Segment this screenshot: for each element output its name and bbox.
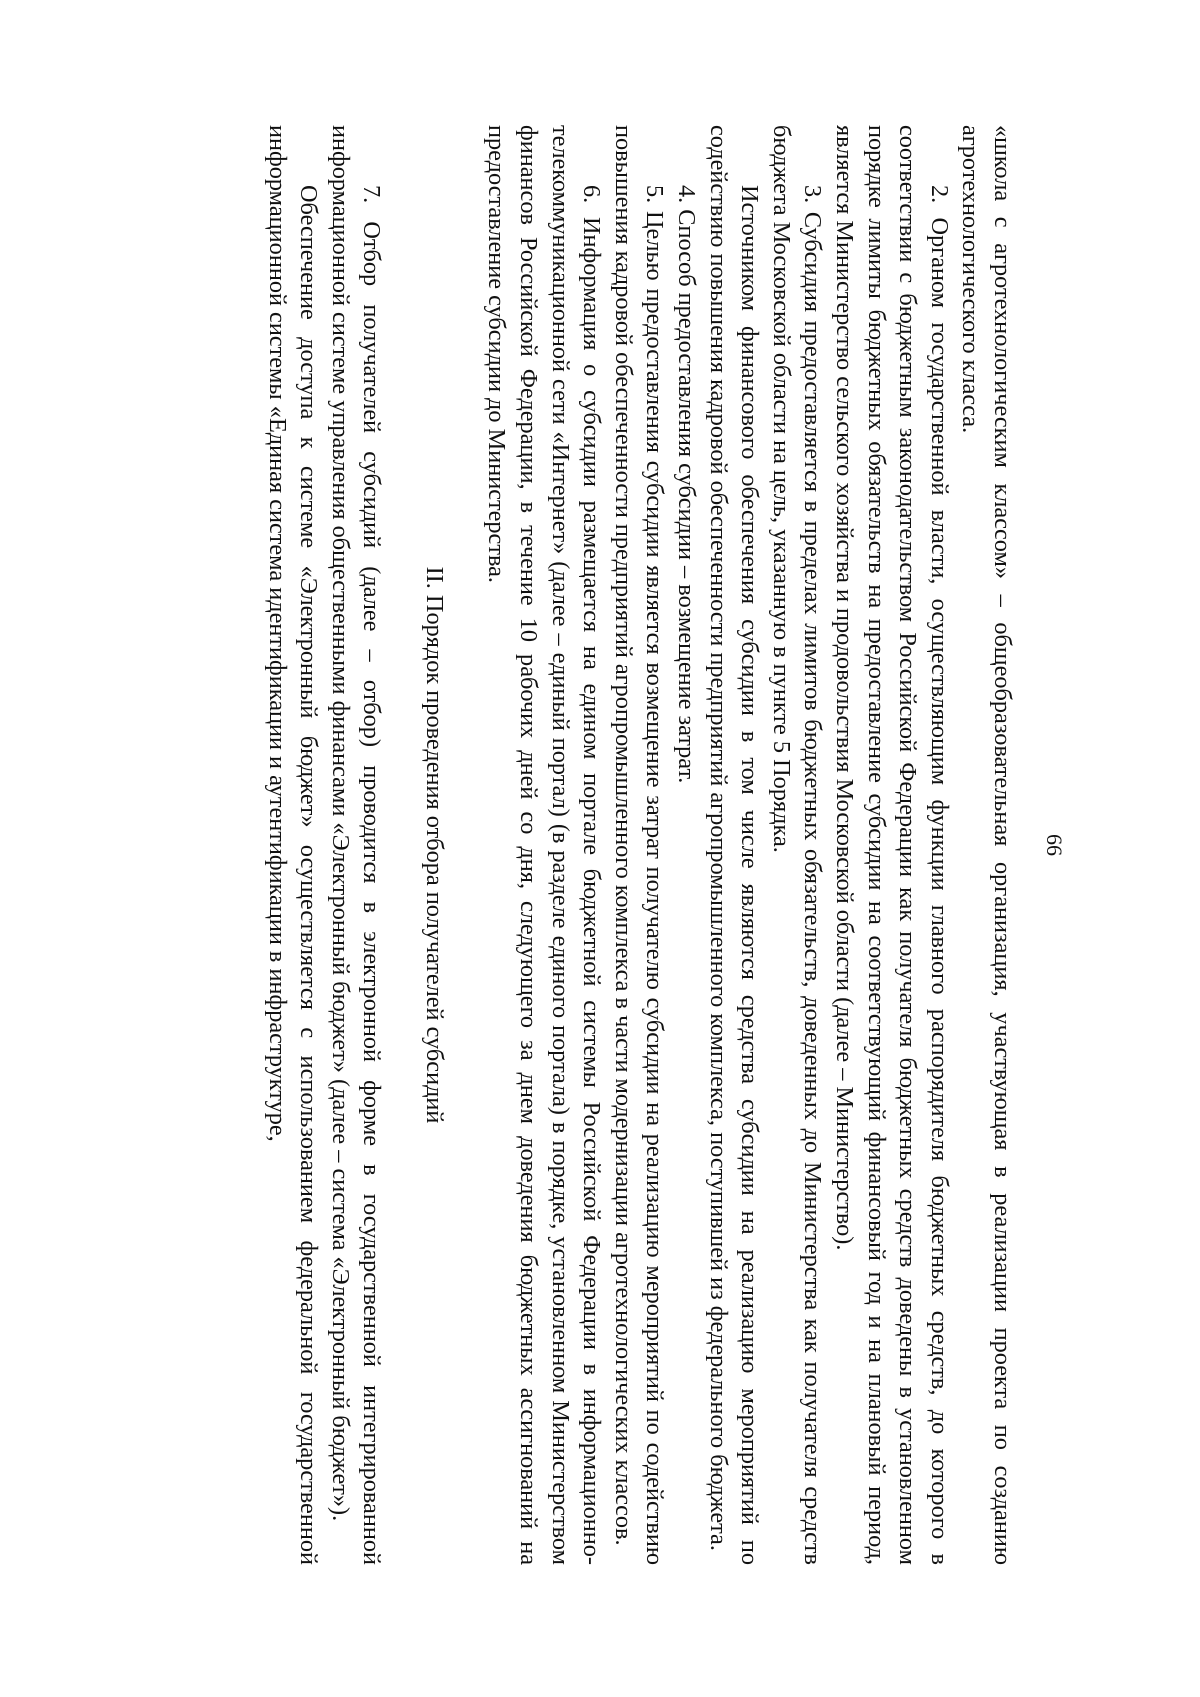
paragraph-6: 6. Информация о субсидии размещается на едином портале бюджетной системы Российской Федерации в информационно-телекоммуникационной сети «Интернет» (далее – единый портал) (в разделе единого портала) в порядке, установленном Министерством финансов Российской Федерации, в течение 10 рабочих дней со дня, следующего за днем доведения бюджетных ассигнований на предоставление субсидии до Министерства.	[483, 125, 606, 1565]
rotated-content	[140, 125, 1070, 1565]
paragraph-2: 2. Органом государственной власти, осуществляющим функции главного распорядителя бюджетных средств, до которого в соответствии с бюджетным законодательством Российской Федерации как получателя бюджетных средств доведены в установленном порядке лимиты бюджетных обязательств на предоставление субсидии на соответствующий финансовый год и на плановый период, является Министерство сельского хозяйства и продовольствия Московской области (далее – Министерство).	[831, 125, 953, 1565]
paragraph-funding-source: Источником финансового обеспечения субсидии в том числе являются средства субсидии на реализацию мероприятий по содействию повышения кадровой обеспеченности предприятий агропромышленного комплекса, поступившей из федерального бюджета.	[704, 125, 764, 1565]
document-body	[261, 125, 1018, 1565]
paragraph-definition: «школа с агротехнологическим классом» – общеобразовательная организация, участвующая в реализации проекта по созданию агротехнологического класса.	[957, 125, 1016, 1565]
paragraph-7: 7. Отбор получателей субсидий (далее – отбор) проводится в электронной форме в государственной интегрированной информационной системе управления общественными финансами «Электронный бюджет» (далее – система «Электронный бюджет»).	[326, 125, 386, 1565]
paragraph-access: Обеспечение доступа к системе «Электронный бюджет» осуществляется с использованием федеральной государственной информационной системы «Единая система идентификации и аутентификации в инфраструктуре,	[263, 125, 323, 1565]
paragraph-3: 3. Субсидия предоставляется в пределах лимитов бюджетных обязательств, доведенных до Министерства как получателя средств бюджета Московской области на цель, указанную в пункте 5 Порядка.	[767, 125, 827, 1565]
page-number: 66	[1042, 834, 1067, 856]
paragraph-5: 5. Целью предоставления субсидии является возмещение затрат получателю субсидии на реализацию мероприятий по содействию повышения кадровой обеспеченности предприятий агропромышленного комплекса в части модернизации агротехнологических классов.	[609, 125, 669, 1565]
paragraph-4: 4. Способ предоставления субсидии – возмещение затрат.	[673, 185, 701, 784]
section-title: II. Порядок проведения отбора получателей субсидий	[420, 566, 448, 1124]
